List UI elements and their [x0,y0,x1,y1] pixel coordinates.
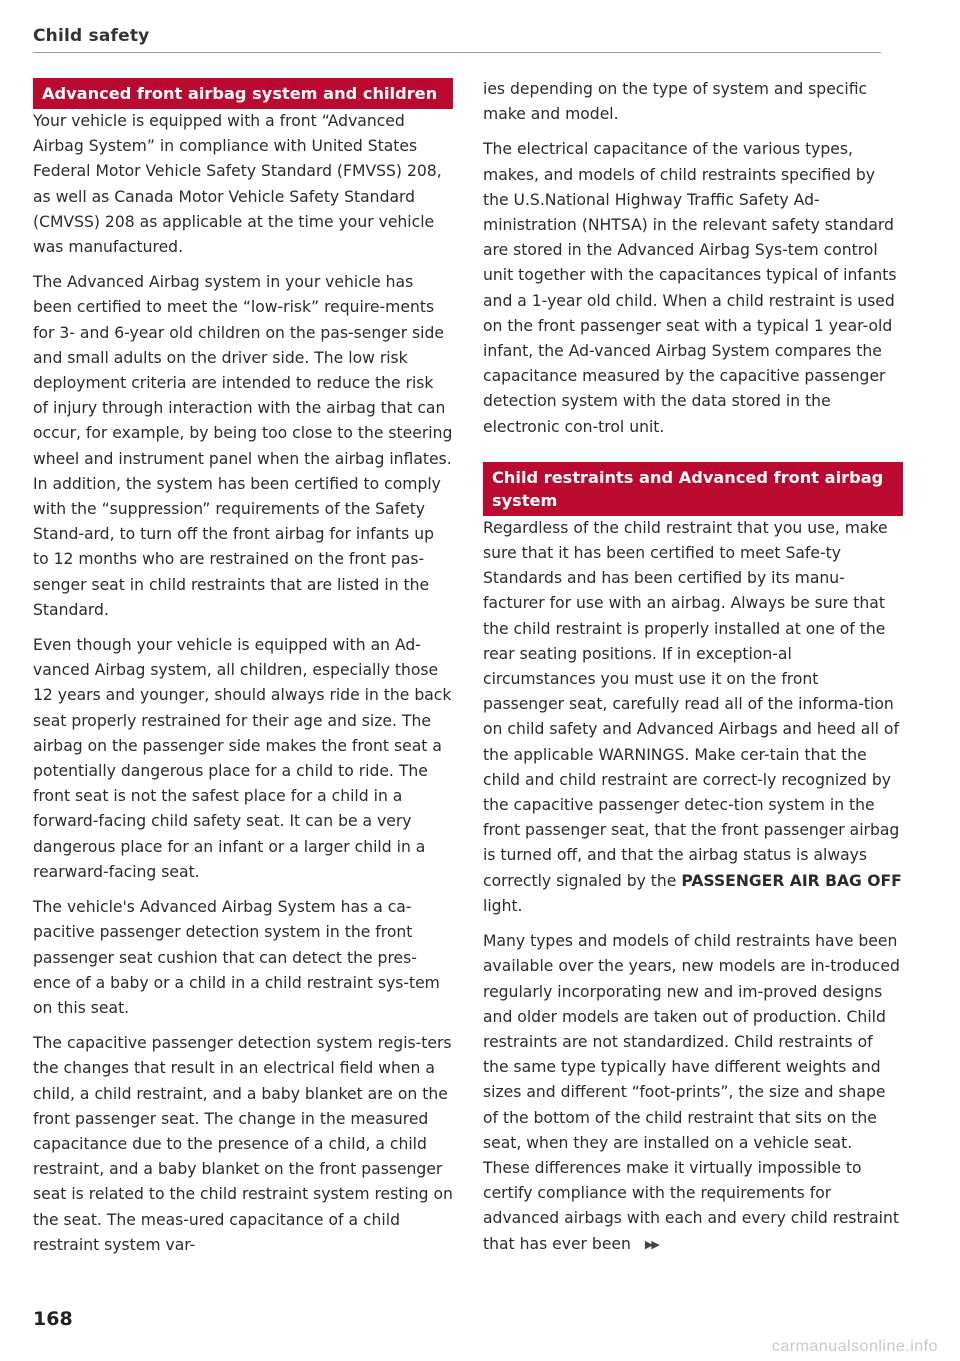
page-number: 168 [33,1308,73,1330]
paragraph [483,516,903,919]
continue-arrow-icon: ▶▶ [644,1237,658,1251]
right-column [483,77,903,1257]
paragraph: The electrical capacitance of the various types, makes, and models of child restraints specified by the U.S.National Highway Traffic Safety Ad-ministration (NHTSA) in the relevant safety standard are stored in the Advanced Airbag Sys-tem control unit together with the capacitances typical of infants and a 1-year old child. When a child restraint is used on the front passenger seat with a typical 1 year-old infant, the Ad-vanced Airbag System compares the capacitance measured by the capacitive passenger detection system with the data stored in the electronic con-trol unit. [483,140,897,436]
page-header-title: Child safety [33,26,150,46]
paragraph: Your vehicle is equipped with a front “Advanced Airbag System” in compliance with United States Federal Motor Vehicle Safety Standard (FMVSS) 208, as well as Canada Motor Vehicle Safety Standard (CMVSS) 208 as applicable at the time your vehicle was manufactured. [33,112,442,257]
header-divider [33,52,881,53]
left-column [33,78,453,1258]
paragraph [483,929,903,1257]
paragraph-text: Many types and models of child restraints have been available over the years, new models are in-troduced regularly incorporating new and im-proved designs and older models are taken out of production. Child restraints are not standardized. Child restraints of the same type typically have different weights and sizes and different “foot-prints”, the size and shape of the bottom of the child restraint that sits on the seat, when they are installed on a vehicle seat. These differences make it virtually impossible to certify compliance with the requirements for advanced airbags with each and every child restraint that has ever been [483,932,900,1253]
section-heading-advanced-front-airbag: Advanced front airbag system and children [33,78,453,109]
watermark: carmanualsonline.info [771,1338,938,1355]
paragraph: Even though your vehicle is equipped with an Ad-vanced Airbag system, all children, especially those 12 years and younger, should always ride in the back seat properly restrained for their age and size. The airbag on the passenger side makes the front seat a potentially dangerous place for a child to ride. The front seat is not the safest place for a child in a forward-facing child safety seat. It can be a very dangerous place for an infant or a larger child in a rearward-facing seat. [33,636,452,881]
passenger-airbag-off-label: PASSENGER AIR BAG OFF [681,871,902,890]
section-heading-child-restraints: Child restraints and Advanced front airbag system [483,462,903,516]
paragraph-text: Regardless of the child restraint that you use, make sure that it has been certified to meet Safe-ty Standards and has been certified by its manu-facturer for use with an airbag. Always be sure that the child restraint is properly installed at one of the rear seating positions. If in exception-al circumstances you must use it on the front passenger seat, carefully read all of the informa-tion on child safety and Advanced Airbags and heed all of the applicable WARNINGS. Make cer-tain that the child and child restraint are correct-ly recognized by the capacitive passenger detec-tion system in the front passenger seat, that the front passenger airbag is turned off, and that the airbag status is always correctly signaled by the [483,518,900,890]
paragraph-text: light. [483,896,523,915]
paragraph: The capacitive passenger detection system regis-ters the changes that result in an electrical field when a child, a child restraint, and a baby blanket are on the front passenger seat. The change in the measured capacitance due to the presence of a child, a child restraint, and a baby blanket on the front passenger seat is related to the child restraint system resting on the seat. The meas-ured capacitance of a child restraint system var- [33,1034,453,1254]
paragraph: The vehicle's Advanced Airbag System has a ca-pacitive passenger detection system in the front passenger seat cushion that can detect the pres-ence of a baby or a child in a child restraint sys-tem on this seat. [33,898,440,1017]
paragraph: ies depending on the type of system and specific make and model. [483,80,868,124]
paragraph: The Advanced Airbag system in your vehicle has been certified to meet the “low-risk” require-ments for 3- and 6-year old children on the pas-senger side and small adults on the driver side. The low risk deployment criteria are intended to reduce the risk of injury through interaction with the airbag that can occur, for example, by being too close to the steering wheel and instrument panel when the airbag inflates. In addition, the system has been certified to comply with the “suppression” requirements of the Safety Stand-ard, to turn off the front airbag for infants up to 12 months who are restrained on the front pas-senger seat in child restraints that are listed in the Standard. [33,273,453,619]
